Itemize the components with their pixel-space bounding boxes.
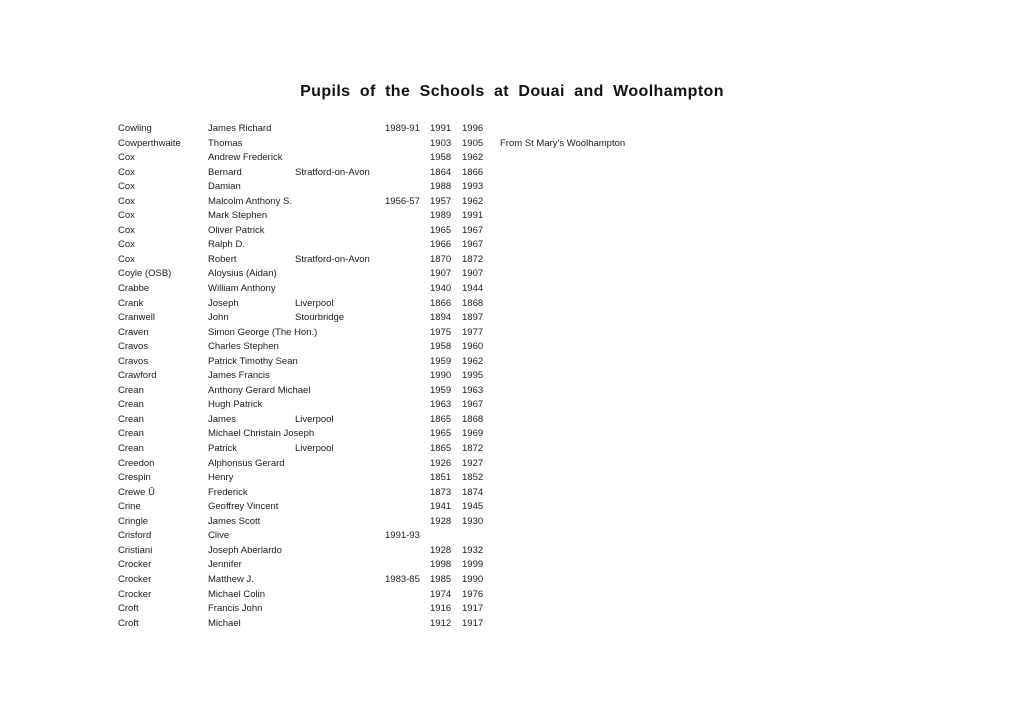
cell-year-from: 1865	[430, 443, 452, 455]
cell-note	[500, 355, 1024, 370]
table-row	[118, 529, 1024, 544]
cell-forenames: Michael Christain Joseph	[208, 428, 315, 440]
cell-year-to: 1917	[462, 603, 484, 615]
cell-note	[500, 297, 1024, 312]
table-row	[118, 355, 1024, 370]
table-row	[118, 515, 1024, 530]
cell-year-from: 1991	[430, 123, 452, 134]
cell-year-from: 1851	[430, 472, 452, 484]
cell-forenames: Andrew Frederick	[208, 152, 283, 164]
cell-year-to: 1872	[462, 253, 484, 265]
cell-range	[385, 471, 430, 486]
cell-year-to: 1969	[462, 428, 484, 440]
cell-range	[385, 151, 430, 166]
cell-forenames: Matthew J.	[208, 573, 254, 585]
cell-forenames: Alphonsus Gerard	[208, 457, 285, 469]
cell-note	[500, 413, 1024, 428]
cell-year-from: 1958	[430, 341, 452, 353]
cell-range	[385, 588, 430, 603]
cell-range	[385, 413, 430, 428]
cell-year-to: 1932	[462, 544, 484, 556]
cell-note: From St Mary's Woolhampton	[500, 137, 626, 149]
cell-range	[385, 166, 430, 181]
cell-year-to: 1868	[462, 297, 484, 309]
cell-year-to: 1993	[462, 181, 484, 193]
cell-year-to: 1962	[462, 195, 484, 207]
cell-surname: Cravos	[118, 355, 149, 367]
cell-year-from: 1965	[430, 224, 452, 236]
cell-surname: Crine	[118, 501, 141, 513]
table-row	[118, 122, 1024, 137]
cell-note	[500, 558, 1024, 573]
cell-place	[295, 617, 385, 632]
cell-surname: Croft	[118, 603, 139, 615]
cell-place	[295, 355, 385, 370]
cell-year-to: 1872	[462, 443, 484, 455]
cell-note	[500, 442, 1024, 457]
table-row	[118, 500, 1024, 515]
cell-place	[295, 195, 385, 210]
table-row	[118, 166, 1024, 181]
table-row	[118, 471, 1024, 486]
cell-note	[500, 529, 1024, 544]
cell-range	[385, 224, 430, 239]
cell-surname: Craven	[118, 326, 149, 338]
cell-range	[385, 544, 430, 559]
cell-year-from: 1926	[430, 457, 452, 469]
cell-year-to: 1995	[462, 370, 484, 382]
cell-year-to: 1967	[462, 224, 484, 236]
cell-range	[385, 238, 430, 253]
cell-range: 1991-93	[385, 530, 420, 542]
cell-range	[385, 209, 430, 224]
cell-place: Liverpool	[295, 443, 334, 455]
table-row	[118, 209, 1024, 224]
cell-forenames: James	[208, 413, 236, 425]
cell-forenames: Geoffrey Vincent	[208, 501, 279, 513]
cell-year-from: 1864	[430, 166, 452, 178]
cell-place	[295, 398, 385, 413]
cell-forenames: James Scott	[208, 515, 261, 527]
cell-place	[295, 369, 385, 384]
cell-note	[500, 224, 1024, 239]
cell-surname: Crocker	[118, 559, 152, 571]
cell-year-from: 1958	[430, 152, 452, 164]
table-row	[118, 486, 1024, 501]
cell-forenames: Mark Stephen	[208, 210, 268, 222]
cell-note	[500, 340, 1024, 355]
cell-year-to: 1927	[462, 457, 484, 469]
cell-place	[295, 282, 385, 297]
cell-forenames: Henry	[208, 472, 234, 484]
cell-range	[385, 515, 430, 530]
cell-forenames: Frederick	[208, 486, 248, 498]
cell-place	[295, 224, 385, 239]
cell-surname: Cristiani	[118, 544, 153, 556]
cell-year-from: 1988	[430, 181, 452, 193]
cell-forenames: Clive	[208, 530, 230, 542]
cell-forenames: Bernard	[208, 166, 242, 178]
table-row	[118, 413, 1024, 428]
cell-place: Liverpool	[295, 297, 334, 309]
cell-place	[295, 427, 385, 442]
table-row	[118, 427, 1024, 442]
cell-range	[385, 340, 430, 355]
cell-note	[500, 602, 1024, 617]
table-row	[118, 137, 1024, 152]
cell-year-from: 1966	[430, 239, 452, 251]
cell-surname: Cowling	[118, 123, 152, 134]
table-row	[118, 573, 1024, 588]
cell-year-from: 1928	[430, 515, 452, 527]
cell-surname: Cranwell	[118, 312, 155, 324]
cell-place	[295, 500, 385, 515]
cell-year-to	[462, 529, 500, 544]
cell-place	[295, 602, 385, 617]
page-title: Pupils of the Schools at Douai and Woolhampton	[300, 83, 724, 100]
cell-place	[295, 457, 385, 472]
cell-range	[385, 282, 430, 297]
cell-note	[500, 209, 1024, 224]
cell-place	[295, 573, 385, 588]
cell-year-to: 1945	[462, 501, 484, 513]
cell-year-to: 1990	[462, 573, 484, 585]
cell-surname: Crean	[118, 428, 144, 440]
cell-year-from: 1866	[430, 297, 452, 309]
cell-range	[385, 398, 430, 413]
cell-note	[500, 486, 1024, 501]
cell-note	[500, 573, 1024, 588]
cell-surname: Crean	[118, 384, 144, 396]
cell-forenames: Robert	[208, 253, 237, 265]
cell-surname: Crean	[118, 443, 144, 455]
cell-note	[500, 617, 1024, 632]
cell-range	[385, 558, 430, 573]
table-row	[118, 326, 1024, 341]
cell-note	[500, 166, 1024, 181]
cell-note	[500, 500, 1024, 515]
cell-year-from: 1989	[430, 210, 452, 222]
cell-year-from: 1916	[430, 603, 452, 615]
cell-range	[385, 384, 430, 399]
cell-forenames: Thomas	[208, 137, 243, 149]
cell-year-to: 1991	[462, 210, 484, 222]
cell-note	[500, 122, 1024, 137]
cell-forenames: James Francis	[208, 370, 270, 382]
cell-year-to: 1917	[462, 617, 484, 629]
cell-place: Stratford-on-Avon	[295, 166, 370, 178]
cell-place	[295, 137, 385, 152]
cell-surname: Cox	[118, 253, 135, 265]
cell-year-from: 1965	[430, 428, 452, 440]
cell-year-to: 1967	[462, 399, 484, 411]
cell-surname: Crabbe	[118, 283, 150, 295]
cell-surname: Cox	[118, 181, 135, 193]
cell-surname: Crewe Ū	[118, 486, 155, 498]
cell-surname: Coyle (OSB)	[118, 268, 172, 280]
cell-year-to: 1907	[462, 268, 484, 280]
cell-note	[500, 384, 1024, 399]
cell-place	[295, 384, 385, 399]
cell-place	[295, 340, 385, 355]
cell-note	[500, 238, 1024, 253]
table-row	[118, 253, 1024, 268]
table-row	[118, 544, 1024, 559]
cell-range	[385, 427, 430, 442]
table-row	[118, 297, 1024, 312]
cell-year-from: 1873	[430, 486, 452, 498]
cell-year-to: 1852	[462, 472, 484, 484]
cell-forenames: Hugh Patrick	[208, 399, 263, 411]
cell-surname: Cowperthwaite	[118, 137, 181, 149]
cell-place	[295, 471, 385, 486]
cell-forenames: Aloysius (Aidan)	[208, 268, 277, 280]
cell-note	[500, 369, 1024, 384]
cell-year-from: 1998	[430, 559, 452, 571]
cell-year-from: 1959	[430, 384, 452, 396]
table-row	[118, 442, 1024, 457]
cell-range	[385, 457, 430, 472]
table-row	[118, 267, 1024, 282]
cell-surname: Cox	[118, 224, 135, 236]
cell-year-from: 1990	[430, 370, 452, 382]
cell-surname: Crespin	[118, 472, 151, 484]
cell-range	[385, 486, 430, 501]
cell-year-from: 1975	[430, 326, 452, 338]
cell-range	[385, 500, 430, 515]
cell-forenames: Jennifer	[208, 559, 242, 571]
cell-note	[500, 151, 1024, 166]
cell-surname: Cox	[118, 166, 135, 178]
cell-range	[385, 180, 430, 195]
table-row	[118, 340, 1024, 355]
cell-place	[295, 151, 385, 166]
cell-range	[385, 355, 430, 370]
table-row	[118, 588, 1024, 603]
cell-forenames: Michael Colin	[208, 588, 266, 600]
table-row	[118, 369, 1024, 384]
cell-year-to: 1963	[462, 384, 484, 396]
cell-range: 1983-85	[385, 573, 420, 585]
cell-surname: Cringle	[118, 515, 149, 527]
cell-range	[385, 297, 430, 312]
cell-place: Stratford-on-Avon	[295, 253, 370, 265]
cell-year-to: 1874	[462, 486, 484, 498]
cell-surname: Cox	[118, 210, 135, 222]
cell-forenames: Anthony Gerard Michael	[208, 384, 311, 396]
table-row	[118, 617, 1024, 632]
cell-place	[295, 529, 385, 544]
cell-note	[500, 326, 1024, 341]
cell-forenames: Patrick	[208, 443, 238, 455]
table-row	[118, 151, 1024, 166]
table-row	[118, 384, 1024, 399]
cell-place	[295, 558, 385, 573]
cell-year-from: 1963	[430, 399, 452, 411]
cell-forenames: Michael	[208, 617, 241, 629]
cell-note	[500, 515, 1024, 530]
cell-year-to: 1999	[462, 559, 484, 571]
cell-surname: Crean	[118, 413, 144, 425]
cell-forenames: Damian	[208, 181, 241, 193]
cell-note	[500, 588, 1024, 603]
cell-year-from	[430, 529, 462, 544]
cell-year-to: 1960	[462, 341, 484, 353]
cell-year-from: 1865	[430, 413, 452, 425]
cell-surname: Crisford	[118, 530, 152, 542]
cell-year-to: 1944	[462, 283, 484, 295]
cell-year-to: 1976	[462, 588, 484, 600]
cell-forenames: Joseph Aberlardo	[208, 544, 282, 556]
cell-place	[295, 238, 385, 253]
cell-year-from: 1903	[430, 137, 452, 149]
cell-year-from: 1957	[430, 195, 452, 207]
cell-note	[500, 195, 1024, 210]
cell-place	[295, 486, 385, 501]
cell-place	[295, 122, 385, 137]
cell-year-to: 1962	[462, 355, 484, 367]
cell-forenames: Malcolm Anthony S.	[208, 195, 292, 207]
cell-year-from: 1974	[430, 588, 452, 600]
cell-place: Stourbridge	[295, 312, 345, 324]
cell-forenames: Simon George (The Hon.)	[208, 326, 318, 338]
cell-surname: Creedon	[118, 457, 155, 469]
cell-forenames: Oliver Patrick	[208, 224, 265, 236]
table-row	[118, 195, 1024, 210]
cell-surname: Crocker	[118, 588, 152, 600]
cell-range	[385, 311, 430, 326]
cell-year-from: 1941	[430, 501, 452, 513]
cell-surname: Crean	[118, 399, 144, 411]
cell-place	[295, 588, 385, 603]
table-row	[118, 398, 1024, 413]
cell-year-to: 1977	[462, 326, 484, 338]
cell-note	[500, 471, 1024, 486]
cell-range: 1989-91	[385, 123, 420, 134]
cell-year-from: 1928	[430, 544, 452, 556]
table-row	[118, 180, 1024, 195]
cell-note	[500, 267, 1024, 282]
cell-range	[385, 442, 430, 457]
cell-surname: Cox	[118, 152, 135, 164]
cell-note	[500, 398, 1024, 413]
cell-range	[385, 267, 430, 282]
cell-note	[500, 253, 1024, 268]
cell-surname: Crank	[118, 297, 144, 309]
cell-year-from: 1985	[430, 573, 452, 585]
cell-note	[500, 457, 1024, 472]
cell-note	[500, 311, 1024, 326]
cell-year-from: 1870	[430, 253, 452, 265]
cell-range: 1956-57	[385, 195, 420, 207]
cell-range	[385, 326, 430, 341]
cell-forenames: William Anthony	[208, 283, 276, 295]
cell-year-to: 1967	[462, 239, 484, 251]
cell-place	[295, 209, 385, 224]
cell-place	[295, 515, 385, 530]
pupils-table	[118, 122, 1024, 631]
cell-year-from: 1907	[430, 268, 452, 280]
table-row	[118, 558, 1024, 573]
table-row	[118, 311, 1024, 326]
cell-surname: Crocker	[118, 573, 152, 585]
cell-year-from: 1894	[430, 312, 452, 324]
cell-year-to: 1996	[462, 123, 484, 134]
cell-forenames: James Richard	[208, 123, 272, 134]
cell-forenames: Francis John	[208, 603, 263, 615]
cell-surname: Cox	[118, 239, 135, 251]
cell-place	[295, 180, 385, 195]
cell-forenames: Joseph	[208, 297, 239, 309]
cell-surname: Cravos	[118, 341, 149, 353]
table-row	[118, 282, 1024, 297]
cell-note	[500, 282, 1024, 297]
cell-year-to: 1866	[462, 166, 484, 178]
cell-range	[385, 617, 430, 632]
cell-year-to: 1962	[462, 152, 484, 164]
cell-note	[500, 544, 1024, 559]
cell-year-from: 1959	[430, 355, 452, 367]
cell-year-to: 1868	[462, 413, 484, 425]
cell-year-from: 1912	[430, 617, 452, 629]
cell-surname: Croft	[118, 617, 139, 629]
cell-place	[295, 267, 385, 282]
cell-forenames: Charles Stephen	[208, 341, 279, 353]
cell-place	[295, 326, 385, 341]
cell-note	[500, 427, 1024, 442]
cell-year-to: 1930	[462, 515, 484, 527]
cell-forenames: John	[208, 312, 229, 324]
cell-place	[295, 544, 385, 559]
cell-forenames: Patrick Timothy Sean	[208, 355, 298, 367]
cell-place: Liverpool	[295, 413, 334, 425]
cell-year-to: 1897	[462, 312, 484, 324]
cell-note	[500, 180, 1024, 195]
cell-surname: Crawford	[118, 370, 157, 382]
cell-range	[385, 602, 430, 617]
table-row	[118, 457, 1024, 472]
table-row	[118, 602, 1024, 617]
cell-year-from: 1940	[430, 283, 452, 295]
cell-surname: Cox	[118, 195, 135, 207]
cell-forenames: Ralph D.	[208, 239, 245, 251]
cell-range	[385, 369, 430, 384]
cell-range	[385, 137, 430, 152]
cell-year-to: 1905	[462, 137, 484, 149]
cell-range	[385, 253, 430, 268]
table-row	[118, 238, 1024, 253]
table-row	[118, 224, 1024, 239]
